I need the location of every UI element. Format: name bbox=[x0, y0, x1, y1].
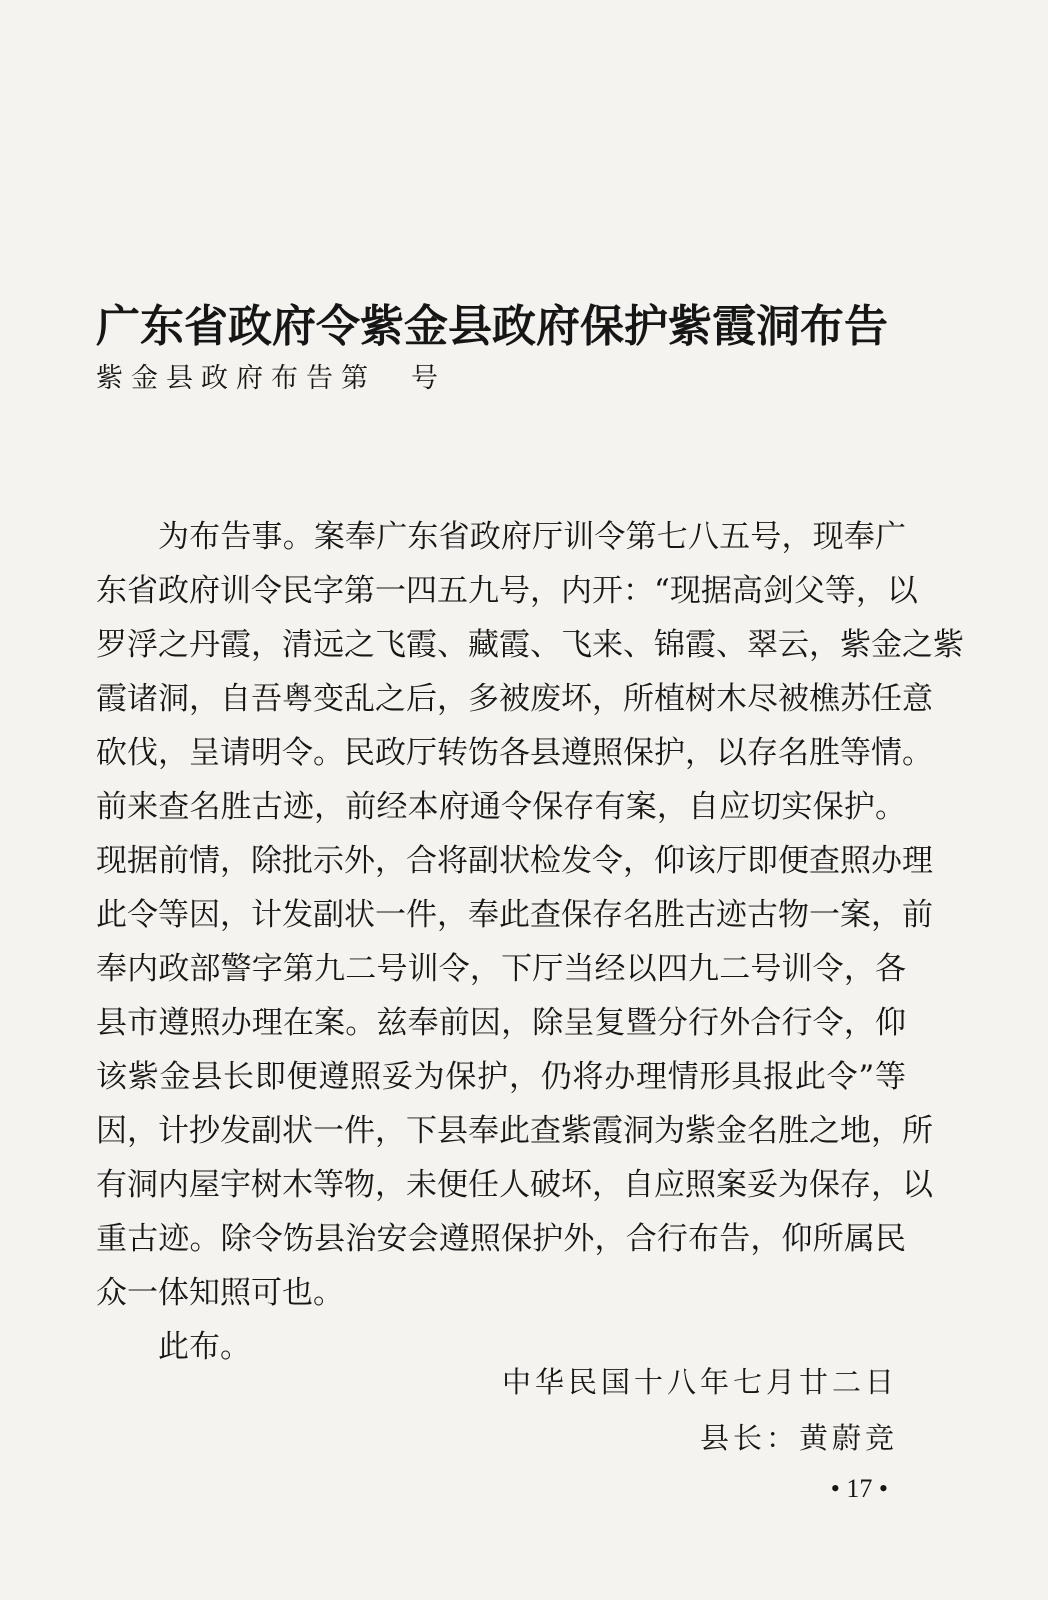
body-line: 该紫金县长即便遵照妥为保护，仍将办理情形具报此令”等 bbox=[96, 1059, 906, 1095]
page-number: • 17 • bbox=[830, 1474, 888, 1503]
signer: 县长：黄蔚竞 bbox=[699, 1421, 898, 1455]
body-line: 罗浮之丹霞，清远之飞霞、藏霞、飞来、锦霞、翠云，紫金之紫 bbox=[96, 627, 964, 663]
body-line: 现据前情，除批示外，合将副状检发令，仰该厅即便查照办理 bbox=[96, 843, 933, 879]
body-line: 县市遵照办理在案。兹奉前因，除呈复暨分行外合行令，仰 bbox=[96, 1005, 906, 1041]
body-line: 有洞内屋宇树木等物，未便任人破坏，自应照案妥为保存，以 bbox=[96, 1167, 933, 1203]
notice-number: 紫金县政府布告第 号 bbox=[96, 363, 446, 394]
body-line: 前来查名胜古迹，前经本府通令保存有案，自应切实保护。 bbox=[96, 789, 906, 825]
body-line: 东省政府训令民字第一四五九号，内开：“现据高剑父等，以 bbox=[96, 573, 918, 609]
notice-date: 中华民国十八年七月廿二日 bbox=[501, 1365, 898, 1399]
body-line: 此令等因，计发副状一件，奉此查保存名胜古迹古物一案，前 bbox=[96, 897, 933, 933]
document-title: 广东省政府令紫金县政府保护紫霞洞布告 bbox=[96, 301, 888, 352]
body-line: 众一体知照可也。 bbox=[96, 1275, 344, 1311]
body-line: 因，计抄发副状一件，下县奉此查紫霞洞为紫金名胜之地，所 bbox=[96, 1113, 933, 1149]
body-line: 砍伐，呈请明令。民政厅转饬各县遵照保护，以存名胜等情。 bbox=[96, 735, 933, 771]
body-line: 霞诸洞，自吾粤变乱之后，多被废坏，所植树木尽被樵苏任意 bbox=[96, 681, 933, 717]
notice-body bbox=[96, 510, 964, 1374]
body-line: 奉内政部警字第九二号训令，下厅当经以四九二号训令，各 bbox=[96, 951, 906, 987]
closing-phrase: 此布。 bbox=[158, 1329, 251, 1365]
body-line: 为布告事。案奉广东省政府厅训令第七八五号，现奉广 bbox=[158, 519, 906, 555]
body-line: 重古迹。除令饬县治安会遵照保护外，合行布告，仰所属民 bbox=[96, 1221, 906, 1257]
